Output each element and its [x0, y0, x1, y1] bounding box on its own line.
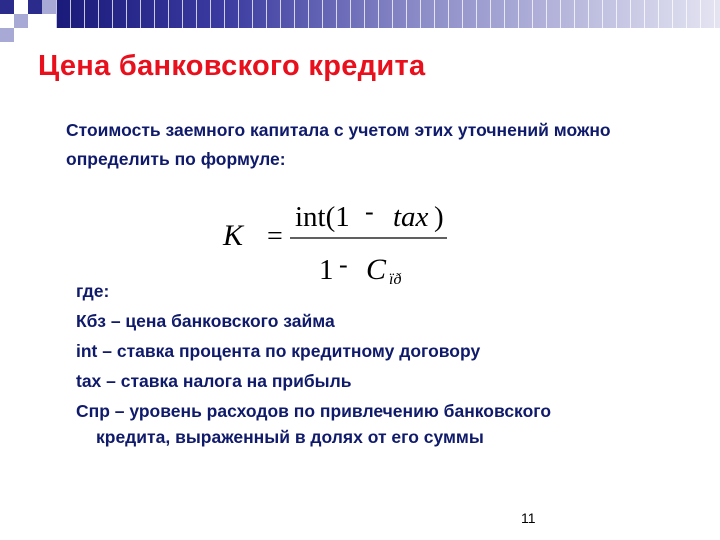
definitions-list — [76, 276, 696, 450]
formula-numerator-close: ) — [434, 201, 444, 233]
definition-int: int – ставка процента по кредитному договору — [76, 341, 481, 361]
header-gradient-band — [56, 0, 720, 28]
formula-numerator-func: int(1 — [295, 201, 350, 233]
formula-denominator-one: 1 — [319, 254, 334, 286]
definition-spr-line2: кредита, выраженный в долях от его суммы — [96, 427, 484, 447]
formula-equals: = — [267, 221, 283, 252]
definition-kbz: Кбз – цена банковского займа — [76, 311, 335, 331]
definition-spr-line1: Спр – уровень расходов по привлечению банковского — [76, 401, 552, 421]
corner-checker-decoration — [0, 0, 56, 56]
formula-denominator-minus: - — [339, 250, 348, 279]
definitions-where: где: — [76, 281, 110, 301]
definition-spr — [76, 396, 696, 450]
formula-numerator-minus: - — [365, 197, 374, 226]
formula-denominator-var: C — [366, 253, 387, 286]
page-number: 11 — [521, 510, 536, 526]
definition-tax: tax – ставка налога на прибыль — [76, 371, 352, 391]
intro-text: Стоимость заемного капитала с учетом этих уточнений можно определить по формуле: — [66, 120, 611, 169]
formula-lhs: K — [223, 219, 244, 252]
formula-numerator-var: tax — [393, 201, 429, 233]
formula-denominator-subscript: ïð — [389, 271, 402, 288]
slide-title: Цена банковского кредита — [38, 50, 426, 82]
